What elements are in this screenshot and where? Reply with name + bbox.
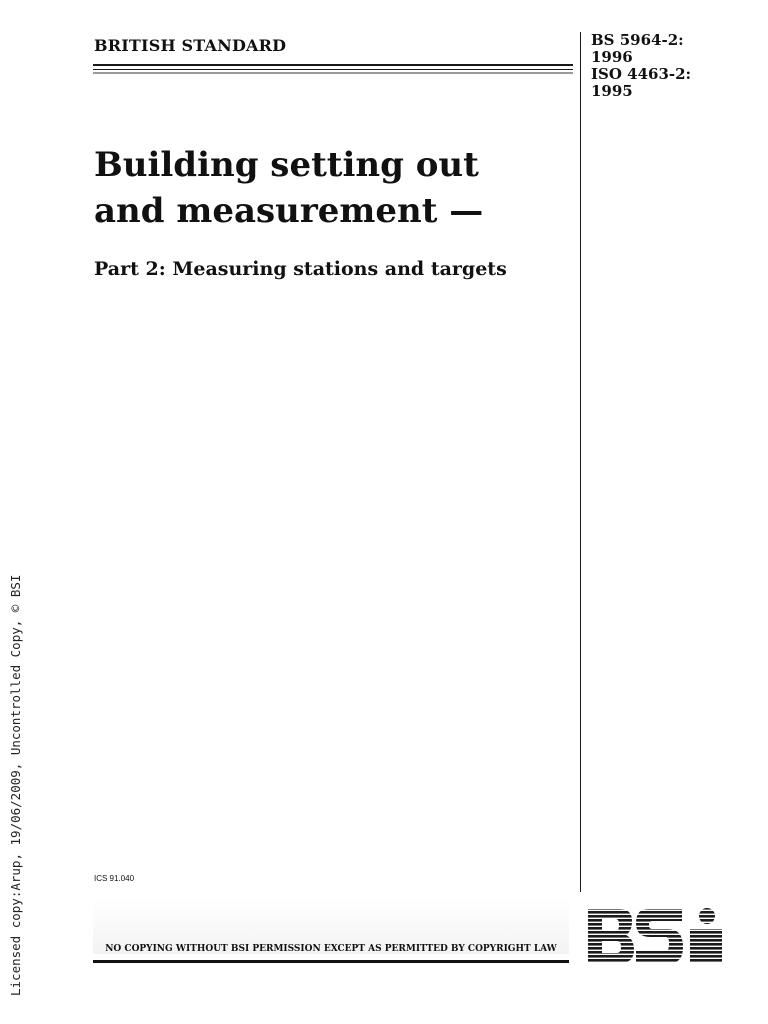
copyright-notice: NO COPYING WITHOUT BSI PERMISSION EXCEPT AS PERMITTED BY COPYRIGHT LAW [105, 944, 557, 954]
iso-number-line1: ISO 4463-2: [591, 65, 692, 83]
title-line-1: Building setting out [94, 145, 479, 185]
header-rule-thick [93, 64, 573, 66]
document-subtitle: Part 2: Measuring stations and targets [94, 258, 507, 280]
iso-number-line2: 1995 [591, 82, 633, 100]
footer-rule [93, 960, 569, 963]
bs-number-line2: 1996 [591, 48, 633, 66]
license-watermark: Licensed copy:Arup, 19/06/2009, Uncontrolled Copy, © BSI [8, 574, 23, 996]
standard-numbers [591, 32, 691, 100]
bsi-logo [586, 907, 724, 965]
bsi-logo-icon [586, 907, 724, 965]
title-line-2: and measurement — [94, 191, 484, 231]
header-rule-thin [93, 69, 573, 70]
vertical-divider [580, 32, 581, 892]
bs-number-line1: BS 5964-2: [591, 31, 684, 49]
document-type-label: BRITISH STANDARD [94, 36, 287, 55]
document-title [94, 142, 564, 234]
ics-code: ICS 91.040 [94, 874, 135, 883]
header-rule-gray [93, 72, 573, 74]
